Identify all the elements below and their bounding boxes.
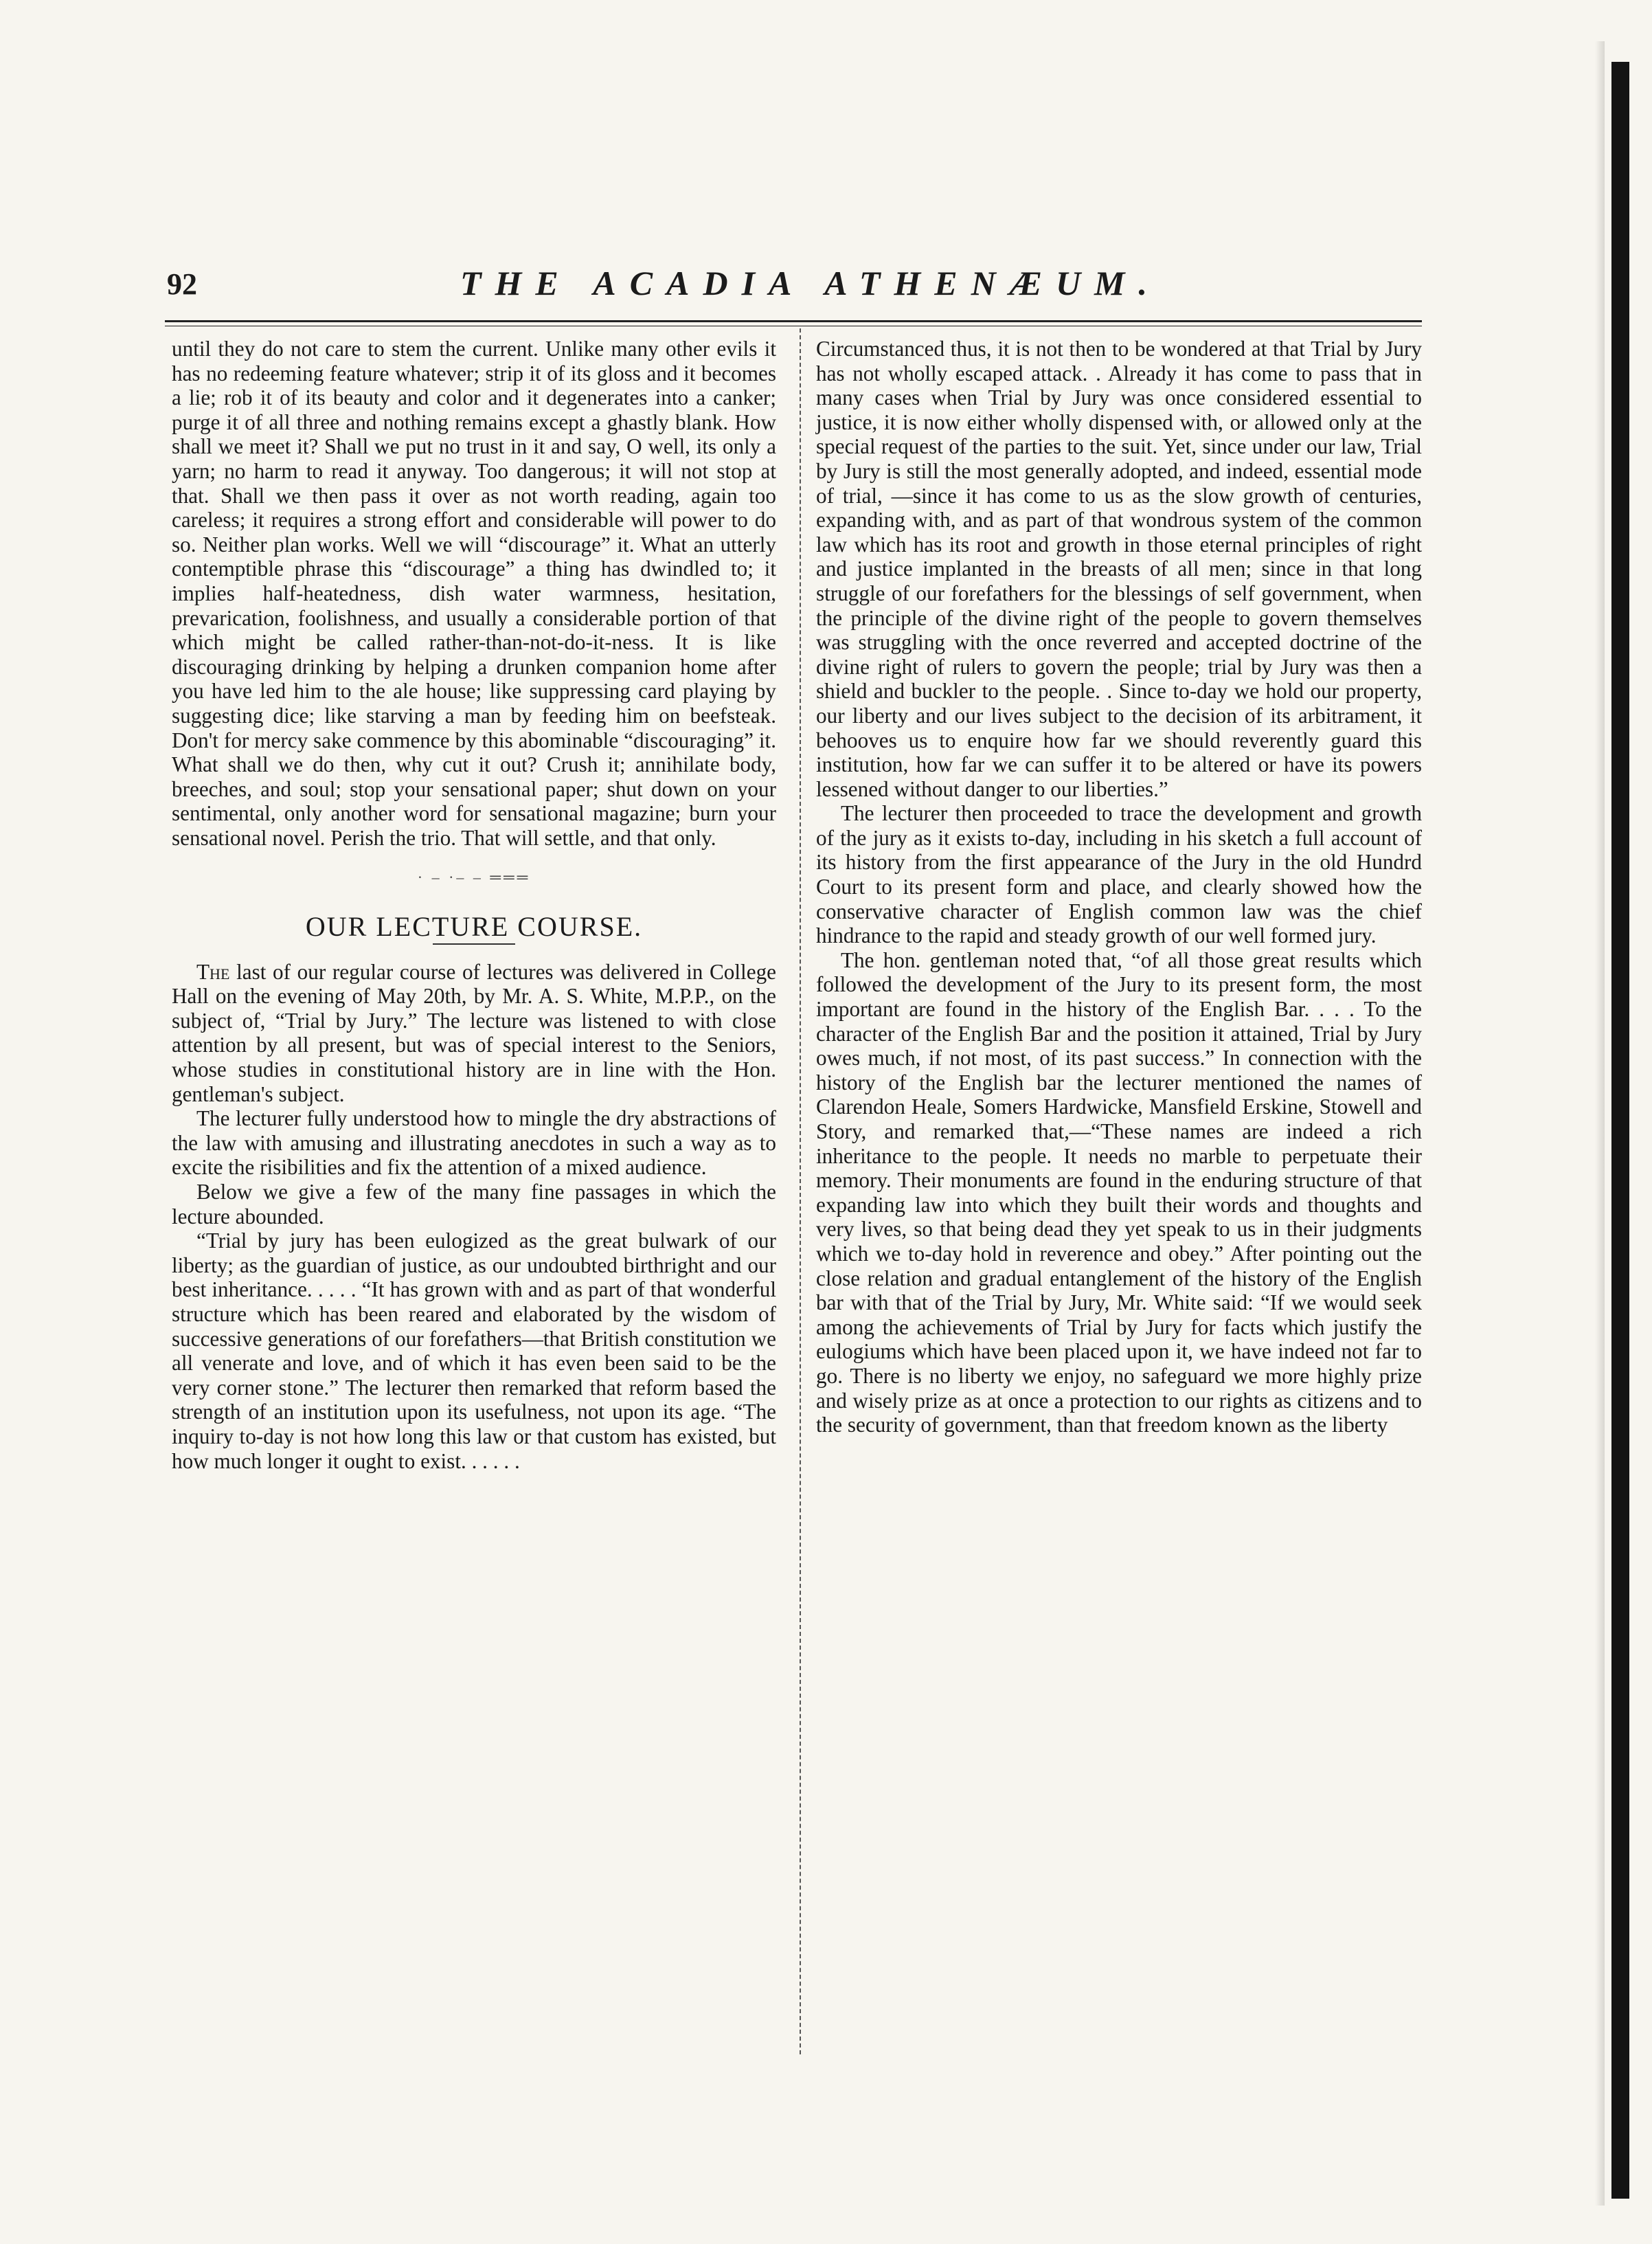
left-paragraph-4: Below we give a few of the many fine passages in which the lecture abounded. bbox=[172, 1180, 776, 1228]
page-gutter-shadow bbox=[1595, 41, 1605, 2206]
lead-word: The bbox=[196, 959, 230, 984]
left-paragraph-3: The lecturer fully understood how to mingle the dry abstractions of the law with amusing and illustrating anecdotes in such a way as to excite the risibilities and fix the attention of a mixed audience. bbox=[172, 1106, 776, 1180]
header-rule-top bbox=[165, 320, 1422, 322]
left-paragraph-2 bbox=[172, 960, 776, 1107]
right-paragraph-2: The lecturer then proceeded to trace the development and growth of the jury as it exists to-day, including in his sketch a full account of its history from the first appearance of the Jury in the old Hundrd Court to its present form and place, and clearly showed how the conservative character of English common law was the chief hindrance to the rapid and steady growth of our well formed jury. bbox=[816, 801, 1422, 948]
heading-rule bbox=[433, 943, 515, 945]
page-number: 92 bbox=[167, 267, 197, 301]
left-column bbox=[172, 337, 776, 1473]
section-ornament: · ‒ ·‒ ‒ ═══ bbox=[417, 868, 531, 886]
right-paragraph-3: The hon. gentleman noted that, “of all those great results which followed the development of the Jury to its present form, the most important are found in the history of the English Bar. . . . To the character of the English Bar and the position it attained, Trial by Jury owes much, if not most, of its past success.” In connection with the history of the English bar the lecturer mentioned the names of Clarendon Heale, Somers Hardwicke, Mansfield Erskine, Stowell and Story, and remarked that,—“These names are indeed a rich inheritance to the people. It needs no marble to perpetuate their memory. Their monuments are found in the enduring structure of that expanding law into which they built their words and thoughts and very lives, so that being dead they yet speak to us in their judgments which we to-day hold in reverence and obey.” After pointing out the close relation and gradual entanglement of the history of the English bar with that of the Trial by Jury, Mr. White said: “If we would seek among the achievements of Trial by Jury for facts which justify the eulogiums which have been placed upon it, we have indeed not far to go. There is no liberty we enjoy, no safeguard we more highly prize and wisely prize as at once a protection to our rights as citizens and to the security of government, than that freedom known as the liberty bbox=[816, 947, 1422, 1437]
left-paragraph-2-text: last of our regular course of lectures was delivered in College Hall on the evening of May 20th, by Mr. A. S. White, M.P.P., on the subject of, “Trial by Jury.” The lecture was listened to with close attention by all present, but was of special interest to the Seniors, whose studies in constitutional history are in line with the Hon. gentleman's subject. bbox=[172, 959, 777, 1106]
column-divider bbox=[800, 328, 801, 2054]
binding-strip bbox=[1611, 62, 1629, 2199]
right-paragraph-1: Circumstanced thus, it is not then to be wondered at that Trial by Jury has not wholly escaped attack. . Already it has come to pass that in many cases when Trial by Jury was once considered essential to justice, it is now either wholly dispensed with, or allowed only at the special request of the parties to the suit. Yet, since under our law, Trial by Jury is still the most generally adopted, and indeed, essential mode of trial, —since it has come to us as the slow growth of centuries, expanding with, and as part of that wondrous system of the common law which has its root and growth in those eternal principles of right and justice implanted in the breasts of all men; since in that long struggle of our forefathers for the blessings of self government, when the principle of the divine right of the people to govern themselves was struggling with the once reverred and accepted doctrine of the divine right of rulers to govern the people; trial by Jury was then a shield and buckler to the people. . Since to-day we hold our property, our liberty and our lives subject to the decision of its arbitrament, it behooves us to enquire how far we should reverently guard this institution, how far we can suffer it to be altered or have its powers lessened without danger to our liberties.” bbox=[816, 337, 1422, 801]
left-paragraph-1: until they do not care to stem the current. Unlike many other evils it has no redeeming feature whatever; strip it of its gloss and it becomes a lie; rob it of its beauty and color and it degenerates into a canker; purge it of all three and nothing remains except a ghastly blank. How shall we meet it? Shall we put no trust in it and say, O well, its only a yarn; no harm to read it anyway. Too dangerous; it will not stop at that. Shall we then pass it over as not worth reading, again too careless; it requires a strong effort and considerable will power to do so. Neither plan works. Well we will “discourage” it. What an utterly contemptible phrase this “discourage” a thing has dwindled to; it implies half-heatedness, dish water warmness, hesitation, prevarication, foolishness, and usually a considerable portion of that which might be called rather-than-not-do-it-ness. It is like discouraging drinking by helping a drunken companion home after you have led him to the ale house; like suppressing card playing by suggesting dice; like starving a man by feeding him on beefsteak. Don't for mercy sake commence by this abominable “discouraging” it. What shall we do then, why cut it out? Crush it; annihilate body, breeches, and soul; stop your sensational paper; shut down on your sentimental, only another word for sensational magazine; burn your sensational novel. Perish the trio. That will settle, and that only. bbox=[172, 337, 776, 850]
running-title: THE ACADIA ATHENÆUM. bbox=[460, 264, 1162, 302]
left-paragraph-5: “Trial by jury has been eulogized as the great bulwark of our liberty; as the guardian of justice, as our undoubted birthright and our best inheritance. . . . . “It has grown with and as part of that wonderful structure which has been reared and elaborated by the wisdom of successive generations of our forefathers—that British constitution we all venerate and love, and of which it has even been said to be the very corner stone.” The lecturer then remarked that reform based the strength of an institution upon its usefulness, not upon its age. “The inquiry to-day is not how long this law or that custom has existed, but how much longer it ought to exist. . . . . . bbox=[172, 1228, 776, 1473]
section-heading: OUR LECTURE COURSE. bbox=[305, 911, 643, 943]
right-column bbox=[816, 337, 1422, 1437]
